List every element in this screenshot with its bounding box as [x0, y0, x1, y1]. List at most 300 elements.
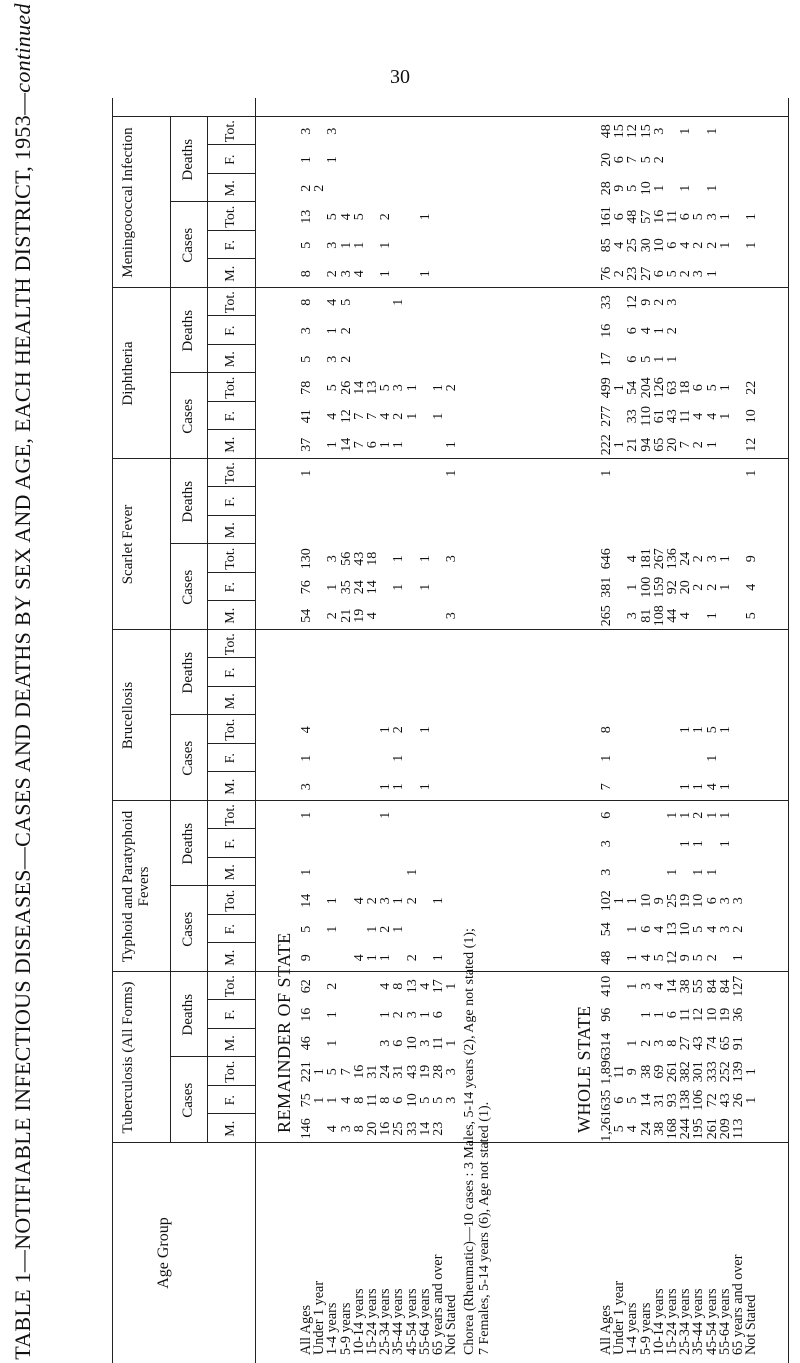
table-cell: 3 — [731, 897, 746, 905]
table-cell: 1 — [325, 327, 341, 335]
table-cell: 3 — [338, 1125, 354, 1133]
table-cell: 12 — [338, 409, 354, 424]
sub-hline — [207, 459, 208, 630]
row-label: 65 years and over — [730, 1254, 746, 1355]
table-cell: 3 — [665, 298, 680, 306]
table-cell: 4 — [651, 925, 667, 933]
table-cell: 2 — [704, 241, 720, 249]
table-cell: 1 — [299, 469, 314, 477]
table-cell: 4 — [378, 412, 394, 420]
col-divider — [207, 259, 255, 260]
table-cell: 1 — [404, 868, 420, 876]
table-cell: 5 — [704, 726, 720, 734]
table-cell: 15 — [638, 124, 654, 139]
table-cell: 3 — [299, 783, 314, 791]
sex-header: M. — [223, 265, 238, 282]
table-cell: 38 — [651, 1121, 667, 1136]
table-cell: 1 — [299, 156, 314, 164]
group-divider — [112, 116, 788, 117]
table-cell: 54 — [299, 608, 314, 623]
table-cell: 16 — [351, 1064, 367, 1079]
table-cell: 3 — [704, 213, 720, 221]
sub-divider — [170, 886, 255, 887]
table-cell: 6 — [431, 1011, 446, 1019]
table-cell: 1 — [599, 469, 614, 477]
col-divider — [207, 658, 255, 659]
table-cell: 1 — [325, 441, 341, 449]
table-cell: 2 — [299, 184, 314, 192]
sex-header: F. — [223, 924, 238, 935]
table-cell: 1 — [417, 726, 433, 734]
cases-header: Cases — [180, 911, 196, 947]
table-cell: 19 — [717, 1007, 733, 1022]
table-cell: 6 — [612, 1096, 628, 1104]
table-cell: 1 — [299, 811, 314, 819]
sex-header: F. — [223, 240, 238, 251]
table-cell: 5 — [651, 954, 667, 962]
table-cell: 25 — [665, 893, 680, 908]
table-cell: 1 — [625, 897, 641, 905]
table-cell: 1 — [625, 954, 641, 962]
table-cell: 146 — [299, 1118, 314, 1140]
table-cell: 1 — [417, 270, 433, 278]
table-cell: 4 — [625, 555, 641, 563]
table-cell: 4 — [744, 583, 760, 591]
table-cell: 6 — [665, 1011, 680, 1019]
table-cell: 94 — [638, 437, 654, 452]
table-cell: 4 — [691, 412, 707, 420]
table-cell: 9 — [612, 184, 628, 192]
table-cell: 1 — [417, 583, 433, 591]
table-cell: 85 — [599, 238, 614, 253]
table-cell: 5 — [325, 384, 341, 392]
table-cell: 37 — [299, 437, 314, 452]
table-cell: 126 — [651, 377, 667, 399]
table-cell: 1 — [717, 555, 733, 563]
table-cell: 9 — [651, 897, 667, 905]
table-cell: 8 — [378, 1096, 394, 1104]
table-cell: 3 — [325, 355, 341, 363]
col-divider — [207, 316, 255, 317]
table-cell: 10 — [691, 893, 707, 908]
table-cell: 1 — [625, 925, 641, 933]
table-cell: 33 — [599, 295, 614, 310]
table-cell: 62 — [299, 979, 314, 994]
table-cell: 24 — [638, 1121, 654, 1136]
table-cell: 6 — [612, 213, 628, 221]
table-cell: 13 — [665, 922, 680, 937]
sex-header: Tot. — [223, 547, 238, 570]
table-cell: 1 — [378, 1011, 394, 1019]
col-divider — [207, 1028, 255, 1029]
col-divider — [207, 829, 255, 830]
table-cell: 6 — [625, 327, 641, 335]
table-cell: 1 — [325, 583, 341, 591]
deaths-header: Deaths — [180, 993, 196, 1036]
sex-header: M. — [223, 1035, 238, 1052]
table-cell: 7 — [351, 441, 367, 449]
table-cell: 261 — [704, 1118, 720, 1140]
table-cell: 10 — [638, 893, 654, 908]
table-cell: 5 — [378, 384, 394, 392]
group-divider — [112, 800, 788, 801]
table-cell: 3 — [378, 897, 394, 905]
table-cell: 10 — [404, 1036, 420, 1051]
group-hline — [170, 117, 171, 288]
table-cell: 14 — [665, 979, 680, 994]
table-cell: 106 — [691, 1089, 707, 1111]
table-cell: 635 — [599, 1089, 614, 1111]
sub-divider — [170, 373, 255, 374]
table-cell: 10 — [651, 238, 667, 253]
table-cell: 3 — [704, 555, 720, 563]
table-cell: 1 — [338, 241, 354, 249]
table-cell: 7 — [625, 156, 641, 164]
deaths-header: Deaths — [180, 138, 196, 181]
table-cell: 1 — [612, 441, 628, 449]
table-cell: 2 — [404, 954, 420, 962]
table-cell: 93 — [665, 1093, 680, 1108]
table-cell: 43 — [404, 1064, 420, 1079]
table-cell: 24 — [378, 1064, 394, 1079]
table-cell: 3 — [299, 327, 314, 335]
table-cell: 6 — [691, 384, 707, 392]
table-cell: 1 — [717, 840, 733, 848]
row-label: 10-14 years — [650, 1288, 667, 1355]
col-divider — [207, 344, 255, 345]
table-cell: 10 — [678, 922, 694, 937]
table-cell: 8 — [351, 1125, 367, 1133]
table-cell: 11 — [431, 1036, 446, 1050]
row-label: Not Stated — [743, 1294, 760, 1355]
table-cell: 381 — [599, 576, 614, 598]
table-cell: 6 — [365, 441, 380, 449]
table-cell: 1 — [312, 1096, 328, 1104]
table-cell: 6 — [704, 897, 720, 905]
section-title: WHOLE STATE — [574, 1005, 594, 1133]
table-cell: 161 — [599, 206, 614, 228]
table-cell: 222 — [599, 434, 614, 456]
table-cell: 6 — [612, 156, 628, 164]
table-cell: 1 — [431, 412, 446, 420]
col-divider — [207, 914, 255, 915]
table-cell: 1 — [378, 270, 394, 278]
table-cell: 1 — [704, 270, 720, 278]
table-cell: 5 — [704, 384, 720, 392]
table-cell: 28 — [431, 1064, 446, 1079]
table-cell: 21 — [625, 437, 641, 452]
sex-header: M. — [223, 1120, 238, 1137]
table-cell: 63 — [665, 380, 680, 395]
table-cell: 195 — [691, 1118, 707, 1140]
table-cell: 1 — [444, 441, 460, 449]
table-cell: 100 — [638, 576, 654, 598]
table-cell: 27 — [678, 1036, 694, 1051]
table-cell: 3 — [717, 925, 733, 933]
table-cell: 3 — [325, 241, 341, 249]
table-cell: 1 — [391, 897, 407, 905]
col-divider — [207, 515, 255, 516]
sex-header: M. — [223, 180, 238, 197]
group-header: Typhoid and Paratyphoid Fevers — [120, 810, 152, 963]
sex-header: F. — [223, 1009, 238, 1020]
table-cell: 84 — [704, 979, 720, 994]
group-divider — [112, 971, 788, 972]
table-cell: 1 — [678, 840, 694, 848]
table-cell: 4 — [704, 412, 720, 420]
col-divider — [207, 772, 255, 773]
table-cell: 2 — [378, 213, 394, 221]
table-cell: 1 — [704, 754, 720, 762]
table-cell: 2 — [704, 583, 720, 591]
table-cell: 102 — [599, 890, 614, 912]
row-label: 15-24 years — [364, 1288, 380, 1355]
table-cell: 1 — [717, 213, 733, 221]
table-cell: 130 — [299, 548, 314, 570]
table-cell: 138 — [678, 1089, 694, 1111]
group-hline — [170, 972, 171, 1143]
table-cell: 11 — [612, 1065, 628, 1079]
table-cell: 19 — [417, 1064, 433, 1079]
table-cell: 1 — [704, 868, 720, 876]
row-label: 25-34 years — [677, 1288, 694, 1355]
group-header: Scarlet Fever — [120, 504, 136, 585]
table-cell: 3 — [417, 1039, 433, 1047]
table-cell: 4 — [299, 726, 314, 734]
table-cell: 2 — [691, 241, 707, 249]
table-cell: 1 — [717, 583, 733, 591]
label-divider — [112, 1142, 788, 1143]
sex-header: F. — [223, 667, 238, 678]
table-cell: 646 — [599, 548, 614, 570]
table-cell: 1 — [744, 1068, 760, 1076]
table-cell: 1 — [417, 213, 433, 221]
table-cell: 26 — [731, 1093, 746, 1108]
table-cell: 11 — [365, 1093, 380, 1107]
table-cell: 1 — [299, 868, 314, 876]
table-cell: 5 — [612, 1125, 628, 1133]
table-cell: 314 — [599, 1032, 614, 1054]
table-cell: 1 — [678, 726, 694, 734]
table-cell: 2 — [391, 726, 407, 734]
table-cell: 4 — [612, 241, 628, 249]
table-cell: 9 — [299, 954, 314, 962]
table-cell: 31 — [391, 1064, 407, 1079]
table-cell: 8 — [299, 270, 314, 278]
table-cell: 78 — [299, 380, 314, 395]
table-cell: 1 — [665, 868, 680, 876]
table-cell: 261 — [665, 1061, 680, 1083]
table-cell: 4 — [338, 1096, 354, 1104]
table-cell: 7 — [351, 412, 367, 420]
sex-header: M. — [223, 607, 238, 624]
table-cell: 9 — [638, 298, 654, 306]
sub-divider — [170, 544, 255, 545]
sex-header: Tot. — [223, 462, 238, 485]
table-cell: 204 — [638, 377, 654, 399]
row-label: 1-4 years — [624, 1302, 641, 1355]
table-cell: 43 — [691, 1036, 707, 1051]
table-cell: 4 — [678, 241, 694, 249]
table-cell: 6 — [665, 241, 680, 249]
table-cell: 2 — [325, 982, 341, 990]
sex-header: Tot. — [223, 120, 238, 143]
table-cell: 139 — [731, 1061, 746, 1083]
table-cell: 75 — [299, 1093, 314, 1108]
table-cell: 1 — [365, 954, 380, 962]
row-label: All Ages — [298, 1304, 314, 1355]
table-cell: 1 — [717, 412, 733, 420]
table-cell: 1 — [704, 184, 720, 192]
col-divider — [207, 943, 255, 944]
table-cell: 1 — [391, 441, 407, 449]
table-cell: 1 — [717, 783, 733, 791]
table-cell: 16 — [599, 323, 614, 338]
table-cell: 1 — [431, 384, 446, 392]
table-cell: 333 — [704, 1061, 720, 1083]
table-cell: 28 — [599, 181, 614, 196]
table-cell: 1,896 — [599, 1053, 614, 1085]
table-cell: 5 — [325, 1068, 341, 1076]
table-cell: 9 — [625, 1068, 641, 1076]
table-cell: 7 — [338, 1068, 354, 1076]
table-cell: 1 — [691, 868, 707, 876]
table-cell: 13 — [404, 979, 420, 994]
table-cell: 3 — [651, 1039, 667, 1047]
table-cell: 5 — [638, 355, 654, 363]
table-cell: 21 — [338, 608, 354, 623]
table-cell: 2 — [691, 583, 707, 591]
table-cell: 55 — [691, 979, 707, 994]
row-label: 15-24 years — [664, 1288, 680, 1355]
cases-header: Cases — [180, 1082, 196, 1118]
table-cell: 5 — [351, 213, 367, 221]
table-cell: 17 — [431, 979, 446, 994]
table-cell: 19 — [678, 893, 694, 908]
table-cell: 113 — [731, 1118, 746, 1139]
table-cell: 8 — [391, 982, 407, 990]
table-cell: 1 — [744, 469, 760, 477]
table-cell: 20 — [599, 152, 614, 167]
table-cell: 11 — [678, 409, 694, 423]
table-cell: 1 — [404, 384, 420, 392]
table-cell: 5 — [417, 1096, 433, 1104]
table-cell: 6 — [651, 270, 667, 278]
table-cell: 2 — [691, 441, 707, 449]
table-cell: 3 — [325, 127, 341, 135]
group-hline — [170, 459, 171, 630]
table-cell: 6 — [391, 1096, 407, 1104]
table-cell: 1 — [717, 726, 733, 734]
table-cell: 1 — [665, 355, 680, 363]
table-cell: 14 — [338, 437, 354, 452]
sex-header: Tot. — [223, 633, 238, 656]
table-cell: 10 — [404, 1093, 420, 1108]
table-cell: 18 — [365, 551, 380, 566]
cases-header: Cases — [180, 227, 196, 263]
table-cell: 84 — [717, 979, 733, 994]
table-cell: 136 — [665, 548, 680, 570]
table-cell: 3 — [651, 127, 667, 135]
table-cell: 5 — [625, 1096, 641, 1104]
table-cell: 65 — [717, 1036, 733, 1051]
col-divider — [207, 430, 255, 431]
sex-header: F. — [223, 838, 238, 849]
table-cell: 13 — [299, 209, 314, 224]
sex-header: F. — [223, 325, 238, 336]
table-cell: 43 — [717, 1093, 733, 1108]
table-cell: 1 — [378, 783, 394, 791]
table-cell: 5 — [691, 213, 707, 221]
table-cell: 2 — [312, 184, 328, 192]
table-cell: 267 — [651, 548, 667, 570]
col-divider — [207, 743, 255, 744]
table-cell: 3 — [717, 897, 733, 905]
table-cell: 1 — [651, 184, 667, 192]
table-cell: 4 — [325, 298, 341, 306]
row-label: Not Stated — [443, 1294, 460, 1355]
table-cell: 2 — [651, 156, 667, 164]
table-cell: 35 — [338, 580, 354, 595]
table-cell: 38 — [678, 979, 694, 994]
table-cell: 3 — [599, 840, 614, 848]
row-label: 55-64 years — [716, 1288, 733, 1355]
table-cell: 1 — [731, 954, 746, 962]
table-cell: 1 — [378, 241, 394, 249]
table-cell: 4 — [351, 270, 367, 278]
table-cell: 168 — [665, 1118, 680, 1140]
sex-header: Tot. — [223, 718, 238, 741]
row-label: Under 1 year — [311, 1280, 328, 1355]
sub-hline — [207, 288, 208, 459]
table-cell: 43 — [351, 551, 367, 566]
table-cell: 1 — [325, 1011, 341, 1019]
table-cell: 3 — [625, 612, 641, 620]
table-cell: 5 — [638, 156, 654, 164]
table-cell: 14 — [638, 1093, 654, 1108]
table-cell: 14 — [351, 380, 367, 395]
sex-header: F. — [223, 411, 238, 422]
table-cell: 1 — [704, 811, 720, 819]
table-cell: 159 — [651, 576, 667, 598]
sub-divider — [170, 715, 255, 716]
table-cell: 5 — [299, 355, 314, 363]
sex-header: F. — [223, 496, 238, 507]
table-cell: 1 — [678, 184, 694, 192]
table-cell: 2 — [638, 1039, 654, 1047]
table-cell: 1 — [391, 754, 407, 762]
table-cell: 1 — [431, 954, 446, 962]
group-divider — [112, 458, 788, 459]
table-cell: 22 — [744, 380, 760, 395]
table-cell: 3 — [444, 612, 460, 620]
table-cell: 3 — [444, 555, 460, 563]
col-divider — [207, 487, 255, 488]
table-cell: 48 — [599, 124, 614, 139]
table-cell: 9 — [678, 954, 694, 962]
table-cell: 3 — [325, 555, 341, 563]
table-cell: 7 — [599, 783, 614, 791]
table-cell: 10 — [704, 1007, 720, 1022]
table-cell: 61 — [651, 409, 667, 424]
col-divider — [207, 145, 255, 146]
table-cell: 27 — [638, 266, 654, 281]
row-label: 1-4 years — [324, 1302, 341, 1355]
table-cell: 6 — [391, 1039, 407, 1047]
sex-header: M. — [223, 351, 238, 368]
table-cell: 277 — [599, 405, 614, 427]
table-cell: 1 — [625, 982, 641, 990]
